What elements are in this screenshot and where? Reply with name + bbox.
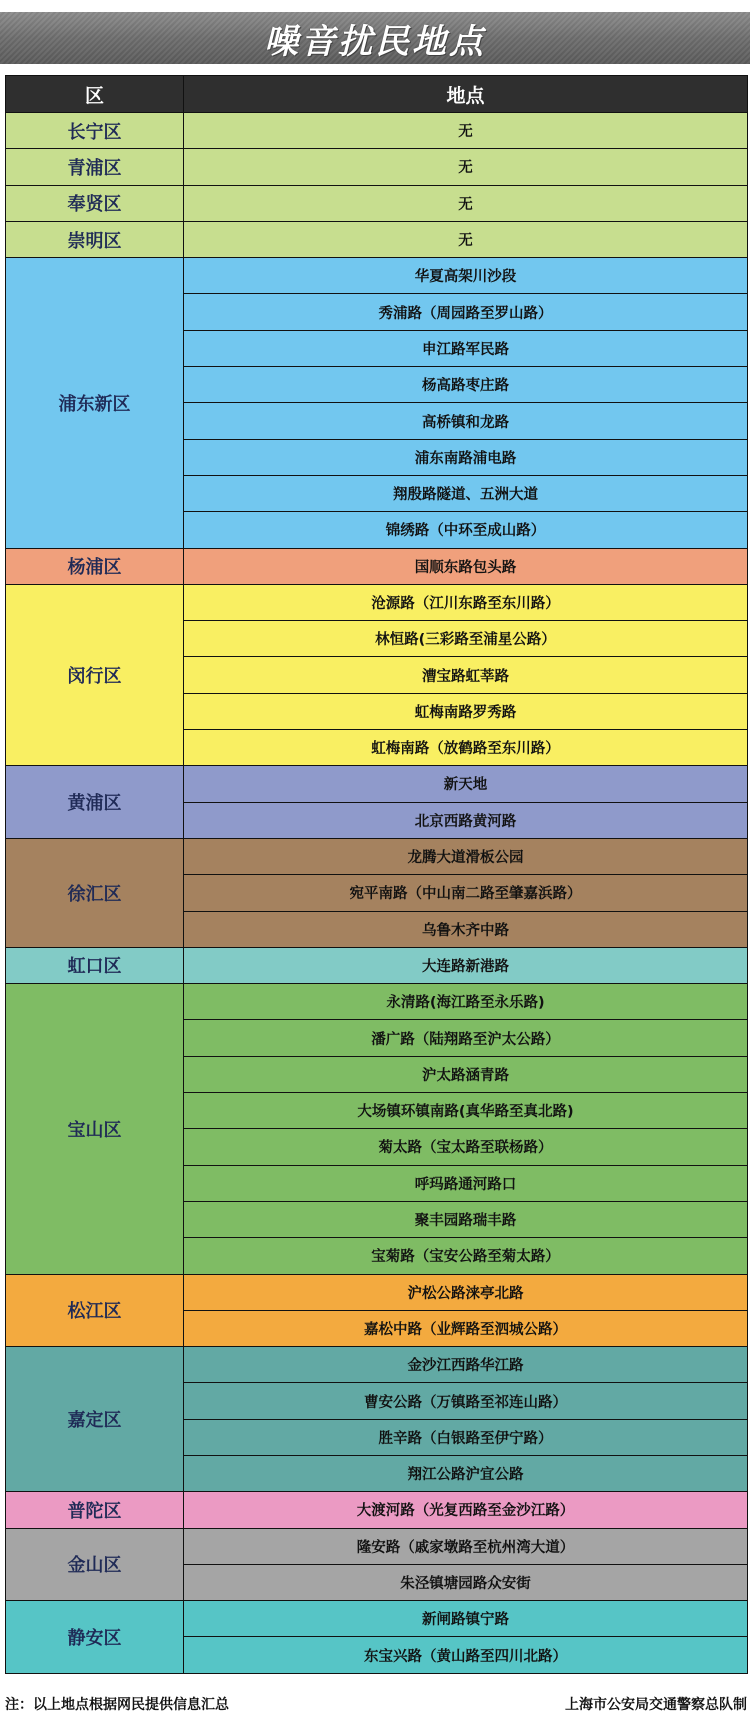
table-row: [6, 1528, 748, 1564]
district-cell: 普陀区: [6, 1492, 184, 1528]
location-cell: 漕宝路虹莘路: [184, 657, 748, 693]
table-body: [6, 113, 748, 1674]
location-cell: 嘉松中路（业辉路至泗城公路）: [184, 1310, 748, 1346]
table-row: [6, 258, 748, 294]
footer-credit: 上海市公安局交通警察总队制: [565, 1697, 747, 1713]
title-banner: [0, 12, 750, 64]
location-cell: 翔殷路隧道、五洲大道: [184, 475, 748, 511]
table-row: [6, 113, 748, 149]
district-cell: 静安区: [6, 1601, 184, 1674]
location-cell: 金沙江西路华江路: [184, 1347, 748, 1383]
district-cell: 闵行区: [6, 584, 184, 765]
district-cell: 黄浦区: [6, 766, 184, 839]
location-cell: 新天地: [184, 766, 748, 802]
table-row: [6, 984, 748, 1020]
location-cell: 龙腾大道滑板公园: [184, 838, 748, 874]
location-cell: 乌鲁木齐中路: [184, 911, 748, 947]
location-cell: 林恒路(三彩路至浦星公路）: [184, 621, 748, 657]
location-cell: 隆安路（戚家墩路至杭州湾大道）: [184, 1528, 748, 1564]
location-cell: 大连路新港路: [184, 947, 748, 983]
location-cell: 国顺东路包头路: [184, 548, 748, 584]
location-cell: 聚丰园路瑞丰路: [184, 1201, 748, 1237]
table-header-row: [6, 76, 748, 113]
location-cell: 潘广路（陆翔路至沪太公路）: [184, 1020, 748, 1056]
location-cell: 菊太路（宝太路至联杨路）: [184, 1129, 748, 1165]
table-row: [6, 1492, 748, 1528]
header-district: 区: [6, 76, 184, 113]
location-cell: 浦东南路浦电路: [184, 439, 748, 475]
table-row: [6, 766, 748, 802]
location-cell: 新闸路镇宁路: [184, 1601, 748, 1637]
district-cell: 金山区: [6, 1528, 184, 1601]
location-cell: 虹梅南路（放鹤路至东川路）: [184, 730, 748, 766]
district-cell: 嘉定区: [6, 1347, 184, 1492]
table-row: [6, 838, 748, 874]
location-cell: 杨高路枣庄路: [184, 367, 748, 403]
location-cell: 无: [184, 185, 748, 221]
table-row: [6, 1601, 748, 1637]
district-cell: 青浦区: [6, 149, 184, 185]
district-cell: 虹口区: [6, 947, 184, 983]
table-row: [6, 1274, 748, 1310]
location-cell: 沧源路（江川东路至东川路）: [184, 584, 748, 620]
location-cell: 宛平南路（中山南二路至肇嘉浜路）: [184, 875, 748, 911]
district-cell: 徐汇区: [6, 838, 184, 947]
footer-note: 注：以上地点根据网民提供信息汇总: [5, 1697, 229, 1713]
location-cell: 大渡河路（光复西路至金沙江路）: [184, 1492, 748, 1528]
location-cell: 高桥镇和龙路: [184, 403, 748, 439]
location-cell: 胜辛路（白银路至伊宁路）: [184, 1419, 748, 1455]
location-cell: 华夏高架川沙段: [184, 258, 748, 294]
location-cell: 呼玛路通河路口: [184, 1165, 748, 1201]
location-cell: 无: [184, 221, 748, 257]
noise-locations-table: [5, 75, 748, 1674]
table-row: [6, 947, 748, 983]
location-cell: 东宝兴路（黄山路至四川北路）: [184, 1637, 748, 1673]
table-row: [6, 548, 748, 584]
district-cell: 浦东新区: [6, 258, 184, 548]
table-row: [6, 185, 748, 221]
location-cell: 秀浦路（周园路至罗山路）: [184, 294, 748, 330]
table-row: [6, 149, 748, 185]
location-cell: 沪松公路涞亭北路: [184, 1274, 748, 1310]
table-row: [6, 1347, 748, 1383]
location-cell: 翔江公路沪宜公路: [184, 1455, 748, 1491]
location-cell: 大场镇环镇南路(真华路至真北路): [184, 1093, 748, 1129]
table-row: [6, 221, 748, 257]
location-cell: 北京西路黄河路: [184, 802, 748, 838]
location-cell: 曹安公路（万镇路至祁连山路）: [184, 1383, 748, 1419]
header-location: 地点: [184, 76, 748, 113]
footer: [5, 1692, 747, 1716]
location-cell: 沪太路涵青路: [184, 1056, 748, 1092]
location-cell: 虹梅南路罗秀路: [184, 693, 748, 729]
district-cell: 崇明区: [6, 221, 184, 257]
location-cell: 无: [184, 149, 748, 185]
district-cell: 长宁区: [6, 113, 184, 149]
location-cell: 锦绣路（中环至成山路）: [184, 512, 748, 548]
district-cell: 松江区: [6, 1274, 184, 1347]
location-cell: 无: [184, 113, 748, 149]
table-row: [6, 584, 748, 620]
district-cell: 奉贤区: [6, 185, 184, 221]
district-cell: 宝山区: [6, 984, 184, 1274]
location-cell: 朱泾镇塘园路众安街: [184, 1564, 748, 1600]
page-title: 噪音扰民地点: [264, 21, 486, 62]
location-cell: 永清路(海江路至永乐路): [184, 984, 748, 1020]
district-cell: 杨浦区: [6, 548, 184, 584]
location-cell: 申江路军民路: [184, 330, 748, 366]
location-cell: 宝菊路（宝安公路至菊太路）: [184, 1238, 748, 1274]
